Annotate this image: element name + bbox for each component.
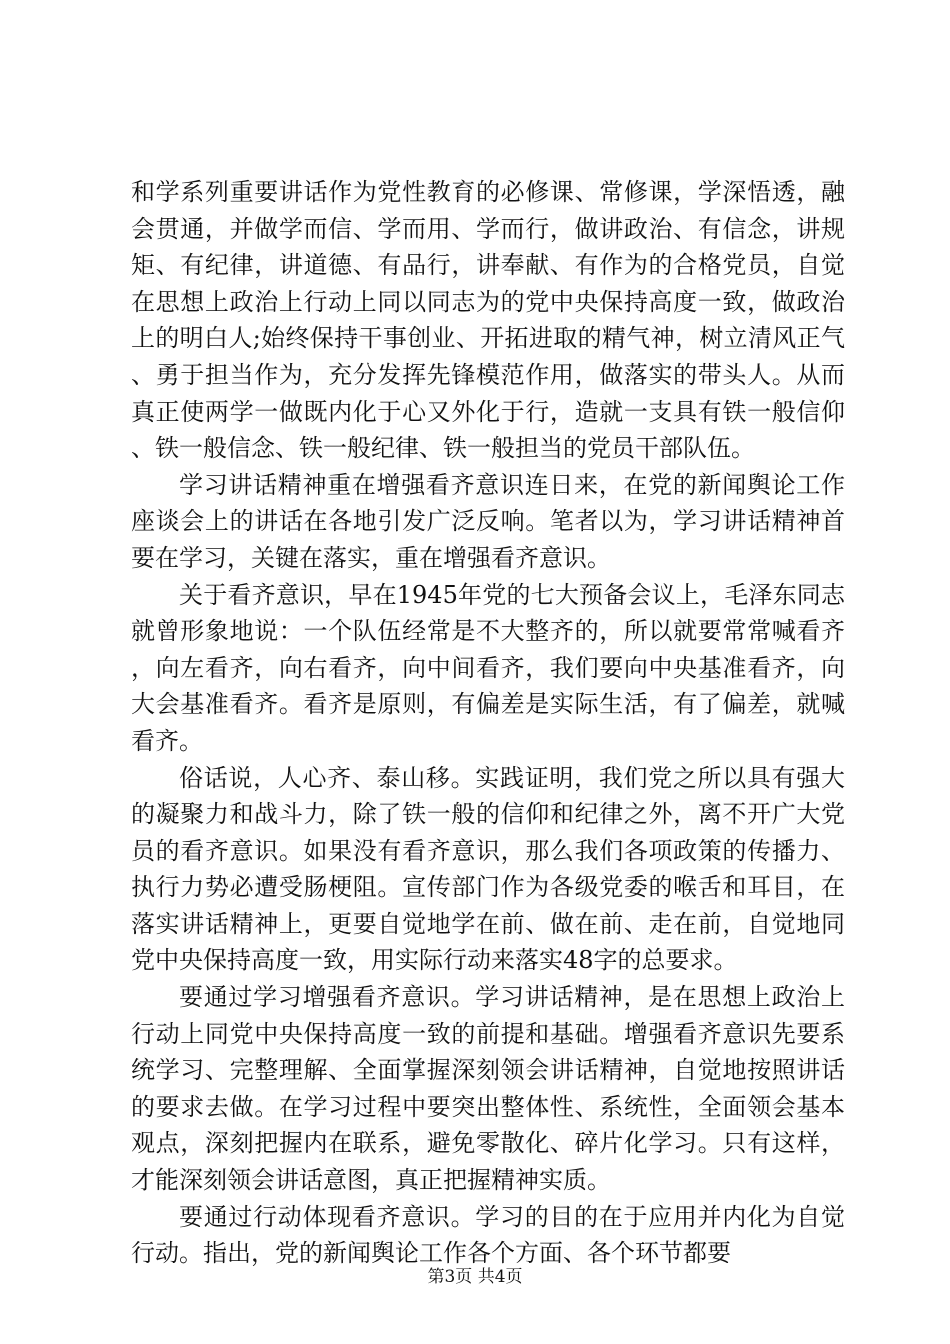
document-body: [131, 174, 845, 1272]
paragraph: 关于看齐意识，早在1945年党的七大预备会议上，毛泽东同志就曾形象地说：一个队伍经常是不大整齐的，所以就要常常喊看齐，向左看齐，向右看齐，向中间看齐，我们要向中央基准看齐，向大会基准看齐。看齐是原则，有偏差是实际生活，有了偏差，就喊看齐。: [131, 580, 845, 755]
paragraph: 要通过行动体现看齐意识。学习的目的在于应用并内化为自觉行动。指出，党的新闻舆论工作各个方面、各个环节都要: [131, 1202, 845, 1268]
paragraph: 要通过学习增强看齐意识。学习讲话精神，是在思想上政治上行动上同党中央保持高度一致的前提和基础。增强看齐意识先要系统学习、完整理解、全面掌握深刻领会讲话精神，自觉地按照讲话的要求去做。在学习过程中要突出整体性、系统性，全面领会基本观点，深刻把握内在联系，避免零散化、碎片化学习。只有这样，才能深刻领会讲话意图，真正把握精神实质。: [131, 983, 845, 1195]
paragraph: 俗话说，人心齐、泰山移。实践证明，我们党之所以具有强大的凝聚力和战斗力，除了铁一般的信仰和纪律之外，离不开广大党员的看齐意识。如果没有看齐意识，那么我们各项政策的传播力、执行力势必遭受肠梗阻。宣传部门作为各级党委的喉舌和耳目，在落实讲话精神上，更要自觉地学在前、做在前、走在前，自觉地同党中央保持高度一致，用实际行动来落实48字的总要求。: [131, 763, 845, 975]
paragraph-continuation: 和学系列重要讲话作为党性教育的必修课、常修课，学深悟透，融会贯通，并做学而信、学而用、学而行，做讲政治、有信念，讲规矩、有纪律，讲道德、有品行，讲奉献、有作为的合格党员，自觉在思想上政治上行动上同以同志为的党中央保持高度一致，做政治上的明白人;始终保持干事创业、开拓进取的精气神，树立清风正气、勇于担当作为，充分发挥先锋模范作用，做落实的带头人。从而真正使两学一做既内化于心又外化于行，造就一支具有铁一般信仰、铁一般信念、铁一般纪律、铁一般担当的党员干部队伍。: [131, 178, 845, 463]
paragraph: 学习讲话精神重在增强看齐意识连日来，在党的新闻舆论工作座谈会上的讲话在各地引发广泛反响。笔者以为，学习讲话精神首要在学习，关键在落实，重在增强看齐意识。: [131, 470, 845, 572]
page-number-footer: 第3页 共4页: [427, 1267, 523, 1287]
